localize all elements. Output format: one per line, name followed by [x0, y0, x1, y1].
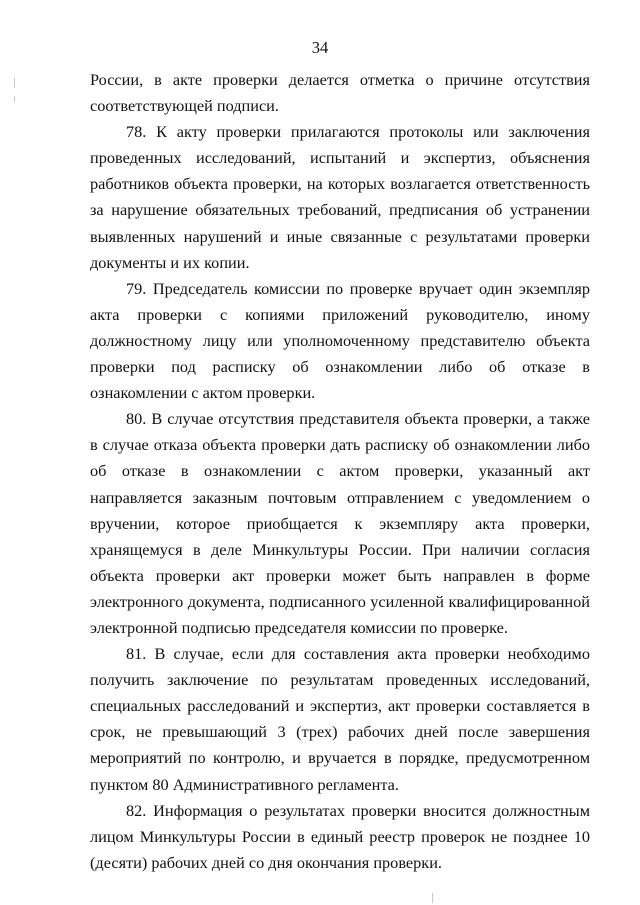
paragraph-82: 82. Информация о результатах проверки вносится должностным лицом Минкультуры России в единый реестр проверок не позднее 10 (десяти) рабочих дней со дня окончания проверки. — [90, 800, 590, 872]
paragraph-78: 78. К акту проверки прилагаются протоколы или заключения проведенных исследований, испытаний и экспертиз, объяснения работников объекта проверки, на которых возлагается ответственность за нарушение обязательных требований, предписания об устранении выявленных нарушений и иные связанные с результатами проверки документы и их копии. — [90, 122, 590, 272]
scan-artifact — [14, 96, 15, 102]
paragraph-79: 79. Председатель комиссии по проверке вручает один экземпляр акта проверки с копиями приложений руководителю, иному должностному лицу или уполномоченному представителю объекта проверки под расписку об ознакомлении либо об отказе в ознакомлении с актом проверки. — [90, 278, 590, 403]
document-body — [90, 67, 590, 876]
paragraph-81: 81. В случае, если для составления акта проверки необходимо получить заключение по результатам проведенных исследований, специальных расследований и экспертиз, акт проверки составляется в срок, не превышающий 3 (трех) рабочих дней после завершения мероприятий по контролю, и вручается в порядке, предусмотренном пунктом 80 Административного регламента. — [90, 644, 590, 794]
paragraph-80: 80. В случае отсутствия представителя объекта проверки, а также в случае отказа объекта проверки дать расписку об ознакомлении либо об отказе в ознакомлении с актом проверки, указанный акт направляется заказным почтовым отправлением с уведомлением о вручении, которое приобщается к экземпляру акта проверки, хранящемуся в деле Минкультуры России. При наличии согласия объекта проверки акт проверки может быть направлен в форме электронного документа, подписанного усиленной квалифицированной электронной подписью председателя комиссии по проверке. — [90, 409, 590, 637]
scan-artifact — [432, 893, 433, 903]
paragraph-continuation: России, в акте проверки делается отметка о причине отсутствия соответствующей подписи. — [90, 70, 590, 116]
page-number: 34 — [311, 38, 329, 57]
scan-artifact — [14, 78, 15, 88]
